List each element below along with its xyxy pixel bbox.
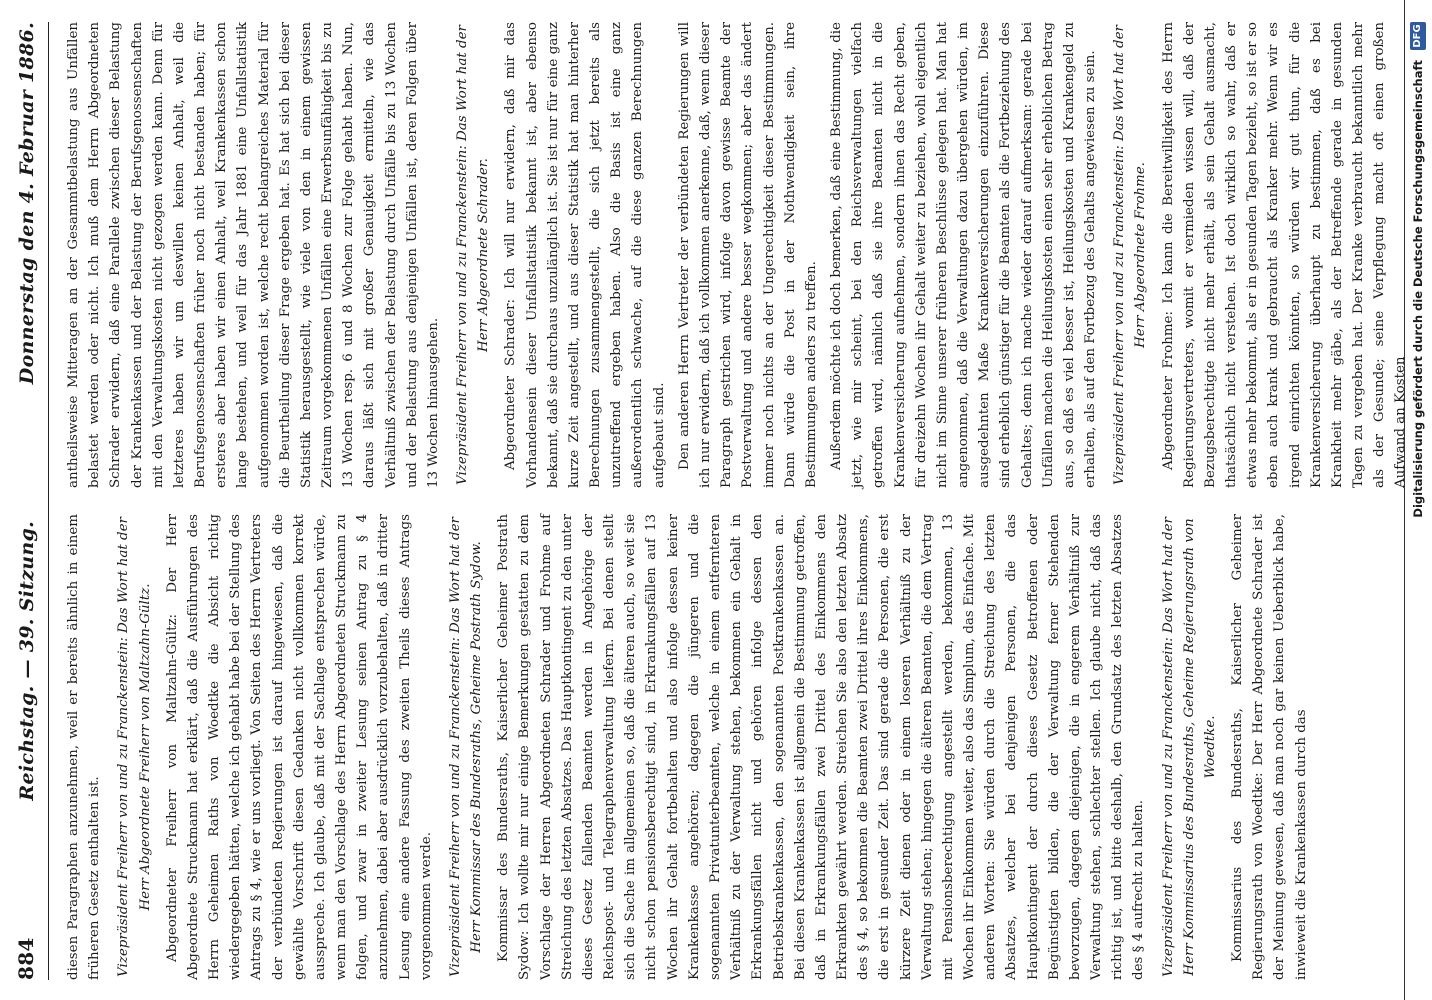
speaker-assignment: Vizepräsident Freiherr von und zu Franckenstein: Das Wort hat der Herr Kommissar des Bundesraths, Geheime Postrath Sydow. — [447, 517, 485, 977]
session-date: Donnerstag den 4. Februar 1886. — [16, 22, 38, 385]
speaker-assignment: Vizepräsident Freiherr von und zu Franckenstein: Das Wort hat der Herr Abgeordnete Frohme. — [1112, 25, 1149, 485]
speaker-assignment: Vizepräsident Freiherr von und zu Franckenstein: Das Wort hat der Herr Abgeordnete Schrader. — [455, 25, 492, 485]
speech-paragraph: Den anderen Herrn Vertreter der verbündeten Regierungen will ich nur erwidern, daß ich vollkommen anerkenne, daß, wenn dieser Paragraph gestrichen wird, infolge davon gewisse Beamte der Postverwaltung und andere besser wegkommen; aber das ändert immer noch nichts an der Ungerechtigkeit dieser Bestimmungen. Dann würde die Post in der Nothwendigkeit sein, ihre Bestimmungen anders zu treffen. — [676, 22, 819, 488]
speech-paragraph: Kommissar des Bundesraths, Kaiserlicher Geheimer Postrath Sydow: Ich wollte mir nur einige Bemerkungen gestatten zu dem Vorschlage der Herren Abgeordneten Schrader und Frohme auf Streichung des letzten Absatzes. Das Hauptkontingent zu den unter dieses Gesetz fallenden Beamten werden in Angehörige der Reichspost- und Telegraphenverwaltung liefern. Bei denen stellt sich die Sache im allgemeinen so, daß die älteren auch, so weit sie nicht schon pensionsberechtigt sind, in Erkrankungsfällen auf 13 Wochen ihr Gehalt fortbehalten und also infolge dessen keiner Krankenkasse angehören; dagegen die jüngeren und die sogenannten Privatunterbeamten, welche in einem entfernteren Verhältniß zu der Verwaltung stehen, bekommen ein Gehalt in Erkrankungsfällen nicht und gehören infolge dessen den Betriebskrankenkassen, den sogenannten Postkrankenkassen an. Bei diesen Krankenkassen ist allgemein die Bestimmung getroffen, daß in Erkrankungsfällen zwei Drittel des Einkommens den Erkrankten gewährt werden. Streichen Sie also den letzten Absatz des § 4, so bekommen die Beamten zwei Drittel ihres Einkommens, die erst in gesunder Zeit. Das sind gerade die Personen, die erst kürzere Zeit dienen oder in einem loseren Verhältniß zu der Verwaltung stehen; hingegen die älteren Beamten, die dem Vertrag mit Pensionsberechtigung angestellt werden, bekommen, 13 Wochen ihr Einkommen weiter, also das Simplum, das Einfache. Mit anderen Worten: Sie würden durch die Streichung des letzten Absatzes, welcher bei denjenigen Personen, die das Hauptkontingent der durch dieses Gesetz Betroffenen oder Begünstigten bilden, die der Verwaltung ferner Stehenden bevorzugen, dagegen diejenigen, die in engerem Verhältniß zur Verwaltung stehen, schlechter stellen. Ich glaube nicht, daß das richtig ist, und bitte deshalb, den Grundsatz des letzten Absatzes des § 4 aufrecht zu halten. — [496, 514, 1147, 980]
paragraph: diesen Paragraphen anzunehmen, weil er bereits ähnlich in einem früheren Gesetz enthalten ist. — [66, 514, 103, 980]
text-columns — [63, 22, 1416, 980]
speaker-assignment: Vizepräsident Freiherr von und zu Franckenstein: Das Wort hat der Herr Abgeordnete Freiherr von Maltzahn-Gültz. — [116, 517, 153, 977]
session-title: Reichstag. — 39. Sitzung. — [16, 520, 38, 801]
speech-paragraph: Außerdem möchte ich doch bemerken, daß eine Bestimmung, die jetzt, wie mir scheint, bei den Reichsverwaltungen vielfach getroffen wird, nämlich daß sie ihre Beamten nicht in die Krankenversicherung aufnehmen, sondern ihnen das Recht geben, für dreizehn Wochen ihr Gehalt weiter zu beziehen, wohl eigentlich nicht im Sinne unserer früheren Beschlüsse gelegen hat. Man hat angenommen, daß die Verwaltungen dazu übergehen würden, im ausgedehnten Maße Krankenversicherungen einzuführen. Diese sind erheblich günstiger für die Beamten als die Fortbeziehung des Gehaltes; denn ich mache wieder darauf aufmerksam: gerade bei Unfällen machen die Heilungskosten einen sehr erheblichen Betrag aus, so daß es viel besser ist, Heilungskosten und Krankengeld zu erhalten, als auf den Fortbezug des Gehalts angewiesen zu sein. — [829, 22, 1099, 488]
paragraph: antheilsweise Mitteragen an der Gesammtbelastung aus Unfällen belastet werden oder nicht. Ich muß dem Herrn Abgeordneten Schrader erwidern, daß eine Parallele zwischen dieser Belastung der Krankenkassen und der Belastung der Berufsgenossenschaften mit den Verwaltungskosten nicht gezogen werden kann. Denn für letzteres haben wir um deswillen keinen Anhalt, weil die Berufsgenossenschaften früher noch nicht bestanden haben; für ersteres aber haben wir einen Anhalt, weil Krankenkassen schon lange bestehen, und weil für das Jahr 1881 eine Unfallstatistik aufgenommen worden ist, welche recht belangreiches Material für die Beurtheilung dieser Frage ergeben hat. Es hat sich bei dieser Statistik herausgestellt, wie viele von den in einem gewissen Zeitraum vorgekommenen Unfällen eine Erwerbsunfähigkeit bis zu 13 Wochen resp. 6 und 8 Wochen zur Folge gehabt haben. Nun, daraus läßt sich mit großer Genauigkeit ermitteln, wie das Verhältniß zwischen der Belastung durch Unfälle bis zu 13 Wochen und der Belastung aus denjenigen Unfällen ist, deren Folgen über 13 Wochen hinausgehen. — [66, 22, 441, 488]
speech-paragraph: Abgeordneter Schrader: Ich will nur erwidern, daß mir das Vorhandensein dieser Unfallstatistik bekannt ist, aber ebenso bekannt, daß sie durchaus unzulänglich ist. Sie ist nur für eine ganz kurze Zeit angestellt, und aus dieser Statistik hat man hinterher Berechnungen zusammengestellt, die sich jetzt bereits als unzutreffend ergeben haben. Also die Basis ist eine ganz außerordentlich schwache, auf die diese ganzen Berechnungen aufgebaut sind. — [503, 22, 667, 488]
page-header — [14, 22, 49, 980]
dfg-logo: DFG — [1410, 22, 1426, 50]
speech-paragraph: Kommissarius des Bundesraths, Kaiserlicher Geheimer Regierungsrath von Woedtke: Der Herr Abgeordnete Schrader ist der Meinung gewesen, daß man noch gar keinen Ueberblick habe, inwieweit die Krankenkassen durch das — [1230, 514, 1309, 980]
speech-paragraph: Abgeordneter Freiherr von Maltzahn-Gültz: Der Herr Abgeordnete Struckmann hat erklärt, daß die Ausführungen des Herrn Geheimen Raths von Woedtke die Absicht richtig wiedergegeben hätten, welche ich gehabt habe bei der Stellung des Antrags zu § 4, wie er uns vorliegt. Von Seiten des Herrn Vertreters der verbündeten Regierungen ist darauf hingewiesen, daß die gewählte Vorschrift diesen Gedanken nicht vollkommen korrekt ausspreche. Ich glaube, daß mit der Sachlage entsprechen würde, wenn man den Vorschlage des Herrn Abgeordneten Struckmann zu folgen, und zwar in zweiter Lesung seinen Antrag zu § 4 anzunehmen, dabei aber ausdrücklich vorzubehalten, daß in dritter Lesung eine andere Fassung des zweiten Theils dieses Antrags vorgenommen werde. — [164, 514, 434, 980]
speaker-assignment: Vizepräsident Freiherr von und zu Franckenstein: Das Wort hat der Herr Kommissarius des Bundesraths, Geheime Regierungsrath von Woedtke. — [1160, 517, 1218, 977]
digitization-footer — [1404, 0, 1430, 1000]
speech-paragraph: Abgeordneter Frohme: Ich kann die Bereitwilligkeit des Herrn Regierungsvertreters, womit er vermieden wissen will, daß der Bezugsberechtigte nicht mehr erhält, als sein Gehalt ausmacht, thatsächlich nicht verstehen. Ist doch wirklich so wahr, daß er etwas mehr bekommt, als er in gesunden Tagen bezieht, so ist er so eben auch krank und gebraucht als Kranker mehr. Wenn wir es irgend einrichten könnten, so würden wir gut thun, für die Krankenversicherung überhaupt zu bestimmen, daß es bei Krankheit mehr gäbe, als der Betreffende gerade in gesunden Tagen zu vergeben hat. Der Kranke verbraucht bekanntlich mehr als der Gesunde; seine Verpflegung macht oft einen großen Aufwand an Kosten — [1160, 22, 1409, 488]
page-number: 884 — [14, 937, 38, 980]
column-left — [63, 514, 1416, 980]
column-right — [63, 22, 1416, 488]
funding-note: Digitalisierung gefördert durch die Deutsche Forschungsgemeinschaft — [1410, 60, 1425, 518]
